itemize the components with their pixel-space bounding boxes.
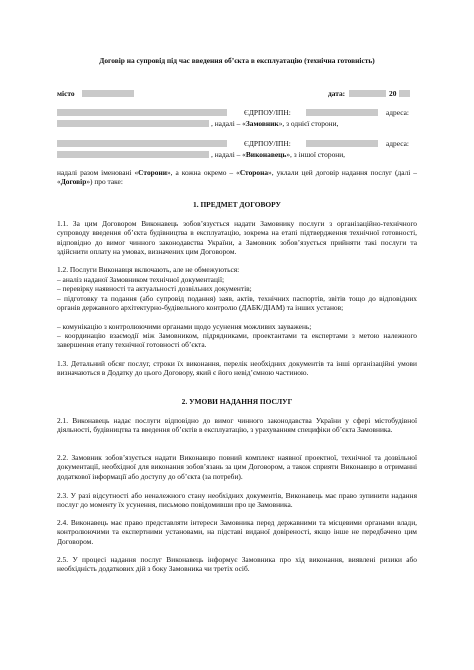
document-title: Договір на супровід під час введення об’єкта в експлуатацію (технічна готовність) xyxy=(99,56,375,65)
date-label: дата: xyxy=(328,89,346,98)
year-prefix: 20 xyxy=(389,89,397,98)
clause-2-2: 2.2. Замовник зобов’язується надати Виконавцю повний комплект наявної проектної, технічної та дозвільної документації, необхідної для виконання зобов’язань за цим Договором, а також сприяти Виконавцю в отриманні додаткової інформації або доступу до об’єкта (за потреби). xyxy=(57,453,417,481)
clause-1-2: 1.2. Послуги Виконавця включають, але не обмежуються: xyxy=(57,265,240,274)
intro-paragraph: надалі разом іменовані «Сторони», а кожна окремо – «Сторона», уклали цей договір надання послуг (далі – «Договір») про таке: xyxy=(57,168,417,187)
executor-role-text: , надалі – «Виконавець», з іншої сторони, xyxy=(211,150,346,159)
customer-role-name: Замовник xyxy=(245,119,279,128)
customer-name-field[interactable] xyxy=(57,109,227,116)
customer-edrpou-label: ЄДРПОУ/ІПН: xyxy=(244,108,291,117)
year-field[interactable] xyxy=(399,90,410,97)
clause-2-1: 2.1. Виконавець надає послуги відповідно до вимог чинного законодавства України у сфері містобудівної діяльності, будівництва та введення об’єктів в експлуатацію, з урахуванням специфіки об’єкта Замовника. xyxy=(57,416,417,435)
clause-2-3: 2.3. У разі відсутності або неналежного стану необхідних документів, Виконавець має право зупинити надання послуг до моменту їх усунення, письмово повідомивши про це Замовника. xyxy=(57,491,417,510)
section-2-heading: 2. УМОВИ НАДАННЯ ПОСЛУГ xyxy=(181,397,293,406)
customer-address-field[interactable] xyxy=(57,120,209,127)
executor-role-name: Виконавець xyxy=(245,150,287,159)
city-field[interactable] xyxy=(82,90,134,97)
clause-1-1: 1.1. За цим Договором Виконавець зобов’язується надати Замовнику послуги з організаційно-технічного супроводу введення об’єкта будівництва в експлуатацію, зокрема на етапі підтвердження технічної готовності, відповідно до вимог чинного законодавства України, а Замовник зобов’язується прийняти такі послуги та здійснити оплату на умовах, визначених цим Договором. xyxy=(57,219,417,257)
clause-1-2-item: – координацію взаємодії між Замовником, підрядниками, проектантами та експертами з метою належного завершення етапу технічної готовності об’єкта. xyxy=(57,331,417,350)
executor-edrpou-field[interactable] xyxy=(306,140,378,147)
customer-address-label: адреса: xyxy=(386,108,409,117)
clause-2-5: 2.5. У процесі надання послуг Виконавець інформує Замовника про хід виконання, виявлені ризики або необхідність додаткових дій з боку Замовника чи третіх осіб. xyxy=(57,555,417,574)
customer-edrpou-field[interactable] xyxy=(306,109,378,116)
city-label: місто xyxy=(57,89,75,98)
date-field[interactable] xyxy=(349,90,386,97)
clause-1-2-item: – аналіз наданої Замовником технічної документації; xyxy=(57,275,225,284)
customer-role-text: , надалі – «Замовник», з однієї сторони, xyxy=(211,119,339,128)
clause-1-2-item: – перевірку наявності та актуальності дозвільних документів; xyxy=(57,284,252,293)
executor-name-field[interactable] xyxy=(57,140,227,147)
clause-1-2-item: – комунікацію з контролюючими органами щодо усунення можливих зауважень; xyxy=(57,322,312,331)
clause-1-3: 1.3. Детальний обсяг послуг, строки їх виконання, перелік необхідних документів та інші організаційні умови визначаються в Додатку до цього Договору, який є його невід’ємною частиною. xyxy=(57,359,417,378)
clause-2-4: 2.4. Виконавець має право представляти інтереси Замовника перед державними та місцевими органами влади, контролюючими та експертними установами, на підставі виданої довіреності, якщо інше не передбачено цим Договором. xyxy=(57,518,417,546)
executor-edrpou-label: ЄДРПОУ/ІПН: xyxy=(244,139,291,148)
section-1-heading: 1. ПРЕДМЕТ ДОГОВОРУ xyxy=(193,200,281,209)
clause-1-2-item: – підготовку та подання (або супровід подання) заяв, актів, технічних паспортів, звітів тощо до відповідних органів державного архітектурно-будівельного контролю (ДАБК/ДІАМ) та інших установ; xyxy=(57,294,417,313)
executor-address-label: адреса: xyxy=(386,139,409,148)
executor-address-field[interactable] xyxy=(57,151,209,158)
